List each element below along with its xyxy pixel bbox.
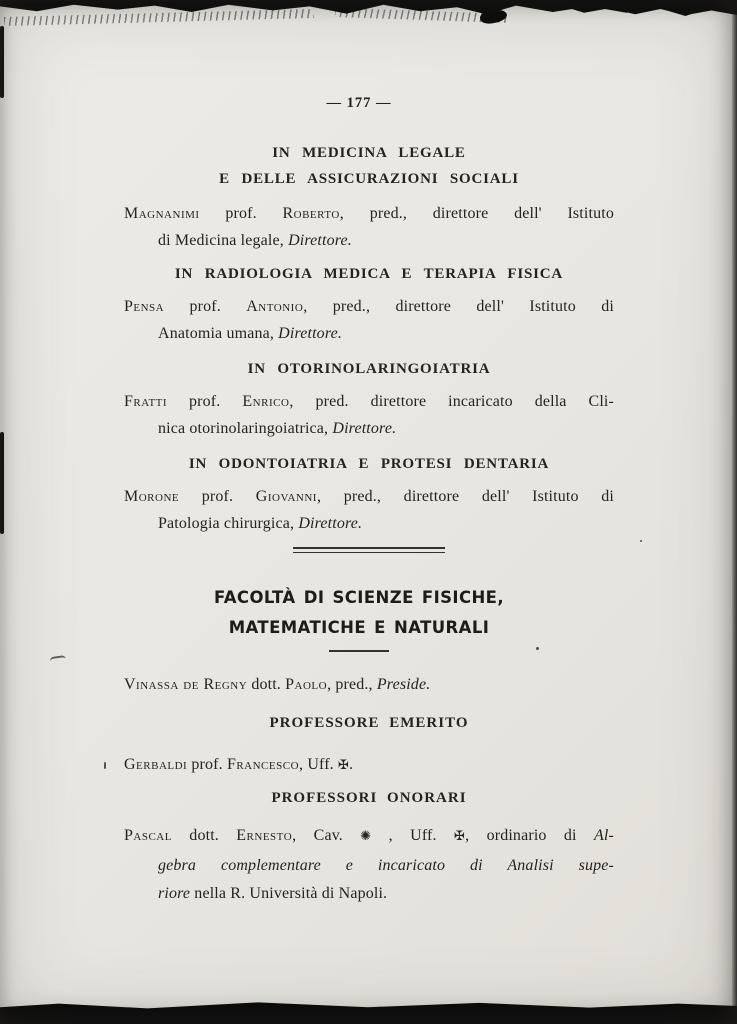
subheading-professori-onorari: PROFESSORI ONORARI xyxy=(271,790,467,806)
section-heading-line: IN OTORINOLARINGOIATRIA xyxy=(247,361,491,377)
entry-text-line: Anatomia umana, Direttore. xyxy=(158,325,343,342)
section-divider-short xyxy=(124,650,594,652)
entry-gerbaldi xyxy=(124,751,614,779)
ink-speck xyxy=(640,540,642,542)
entry-text-line: Morone prof. Giovanni, pred., direttore dell' Istituto di xyxy=(124,488,614,505)
section-heading-radiologia xyxy=(124,261,614,287)
entry-text-line: Pascal dott. Ernesto, Cav. ✺ , Uff. ✠, ordinario di Al- xyxy=(124,827,614,844)
entry-text-line: Patologia chirurgica, Direttore. xyxy=(158,515,363,532)
scan-edge-right xyxy=(732,0,737,1024)
entry-pascal xyxy=(124,822,614,909)
entry-text-line: Magnanimi prof. Roberto, pred., direttore dell' Istituto xyxy=(124,205,614,222)
stray-pencil-mark xyxy=(50,655,67,665)
faculty-title xyxy=(124,583,594,643)
subheading-professore-emerito: PROFESSORE EMERITO xyxy=(269,715,469,731)
scan-edge-top-right xyxy=(567,0,737,15)
scan-mark-left xyxy=(0,432,4,534)
scan-edge-bottom xyxy=(0,1000,737,1024)
faculty-title-line: MATEMATICHE E NATURALI xyxy=(228,618,490,637)
section-heading-line: IN MEDICINA LEGALE xyxy=(272,145,466,161)
scan-edge-top xyxy=(0,0,737,16)
entry-text-line: Pensa prof. Antonio, pred., direttore dell' Istituto di xyxy=(124,298,614,315)
entry-morone xyxy=(124,483,614,537)
entry-text-line: nica otorinolaringoiatrica, Direttore. xyxy=(158,420,397,437)
entry-fratti xyxy=(124,388,614,442)
scan-scribble xyxy=(335,8,510,23)
entry-text-line: Vinassa de Regny dott. Paolo, pred., Preside. xyxy=(124,676,431,693)
entry-text-line: gebra complementare e incaricato di Analisi supe- xyxy=(158,856,614,874)
entry-magnanimi xyxy=(124,200,614,254)
faculty-title-line: FACOLTÀ DI SCIENZE FISICHE, xyxy=(213,588,505,607)
section-divider-double xyxy=(124,547,614,553)
entry-text-line: di Medicina legale, Direttore. xyxy=(158,232,352,249)
divider-line xyxy=(293,547,445,553)
scan-scribble xyxy=(4,9,314,26)
entry-text-line: Fratti prof. Enrico, pred. direttore incaricato della Cli- xyxy=(124,393,614,410)
entry-text-line: riore nella R. Università di Napoli. xyxy=(158,885,388,902)
section-heading-medicina-legale xyxy=(124,140,614,192)
ink-speck xyxy=(104,762,106,769)
section-heading-line: E DELLE ASSICURAZIONI SOCIALI xyxy=(219,171,519,187)
scan-mark-left xyxy=(0,26,4,98)
ink-blob xyxy=(479,8,508,25)
entry-text-line: Gerbaldi prof. Francesco, Uff. ✠. xyxy=(124,756,354,773)
section-heading-line: IN ODONTOIATRIA E PROTESI DENTARIA xyxy=(188,456,550,472)
entry-vinassa-de-regny xyxy=(124,671,614,698)
section-heading-line: IN RADIOLOGIA MEDICA E TERAPIA FISICA xyxy=(174,266,564,282)
section-heading-odontoiatria xyxy=(124,451,614,477)
section-heading-otorinolaringoiatria xyxy=(124,356,614,382)
divider-line xyxy=(329,650,389,652)
entry-pensa xyxy=(124,293,614,347)
page-number: — 177 — xyxy=(326,95,392,111)
